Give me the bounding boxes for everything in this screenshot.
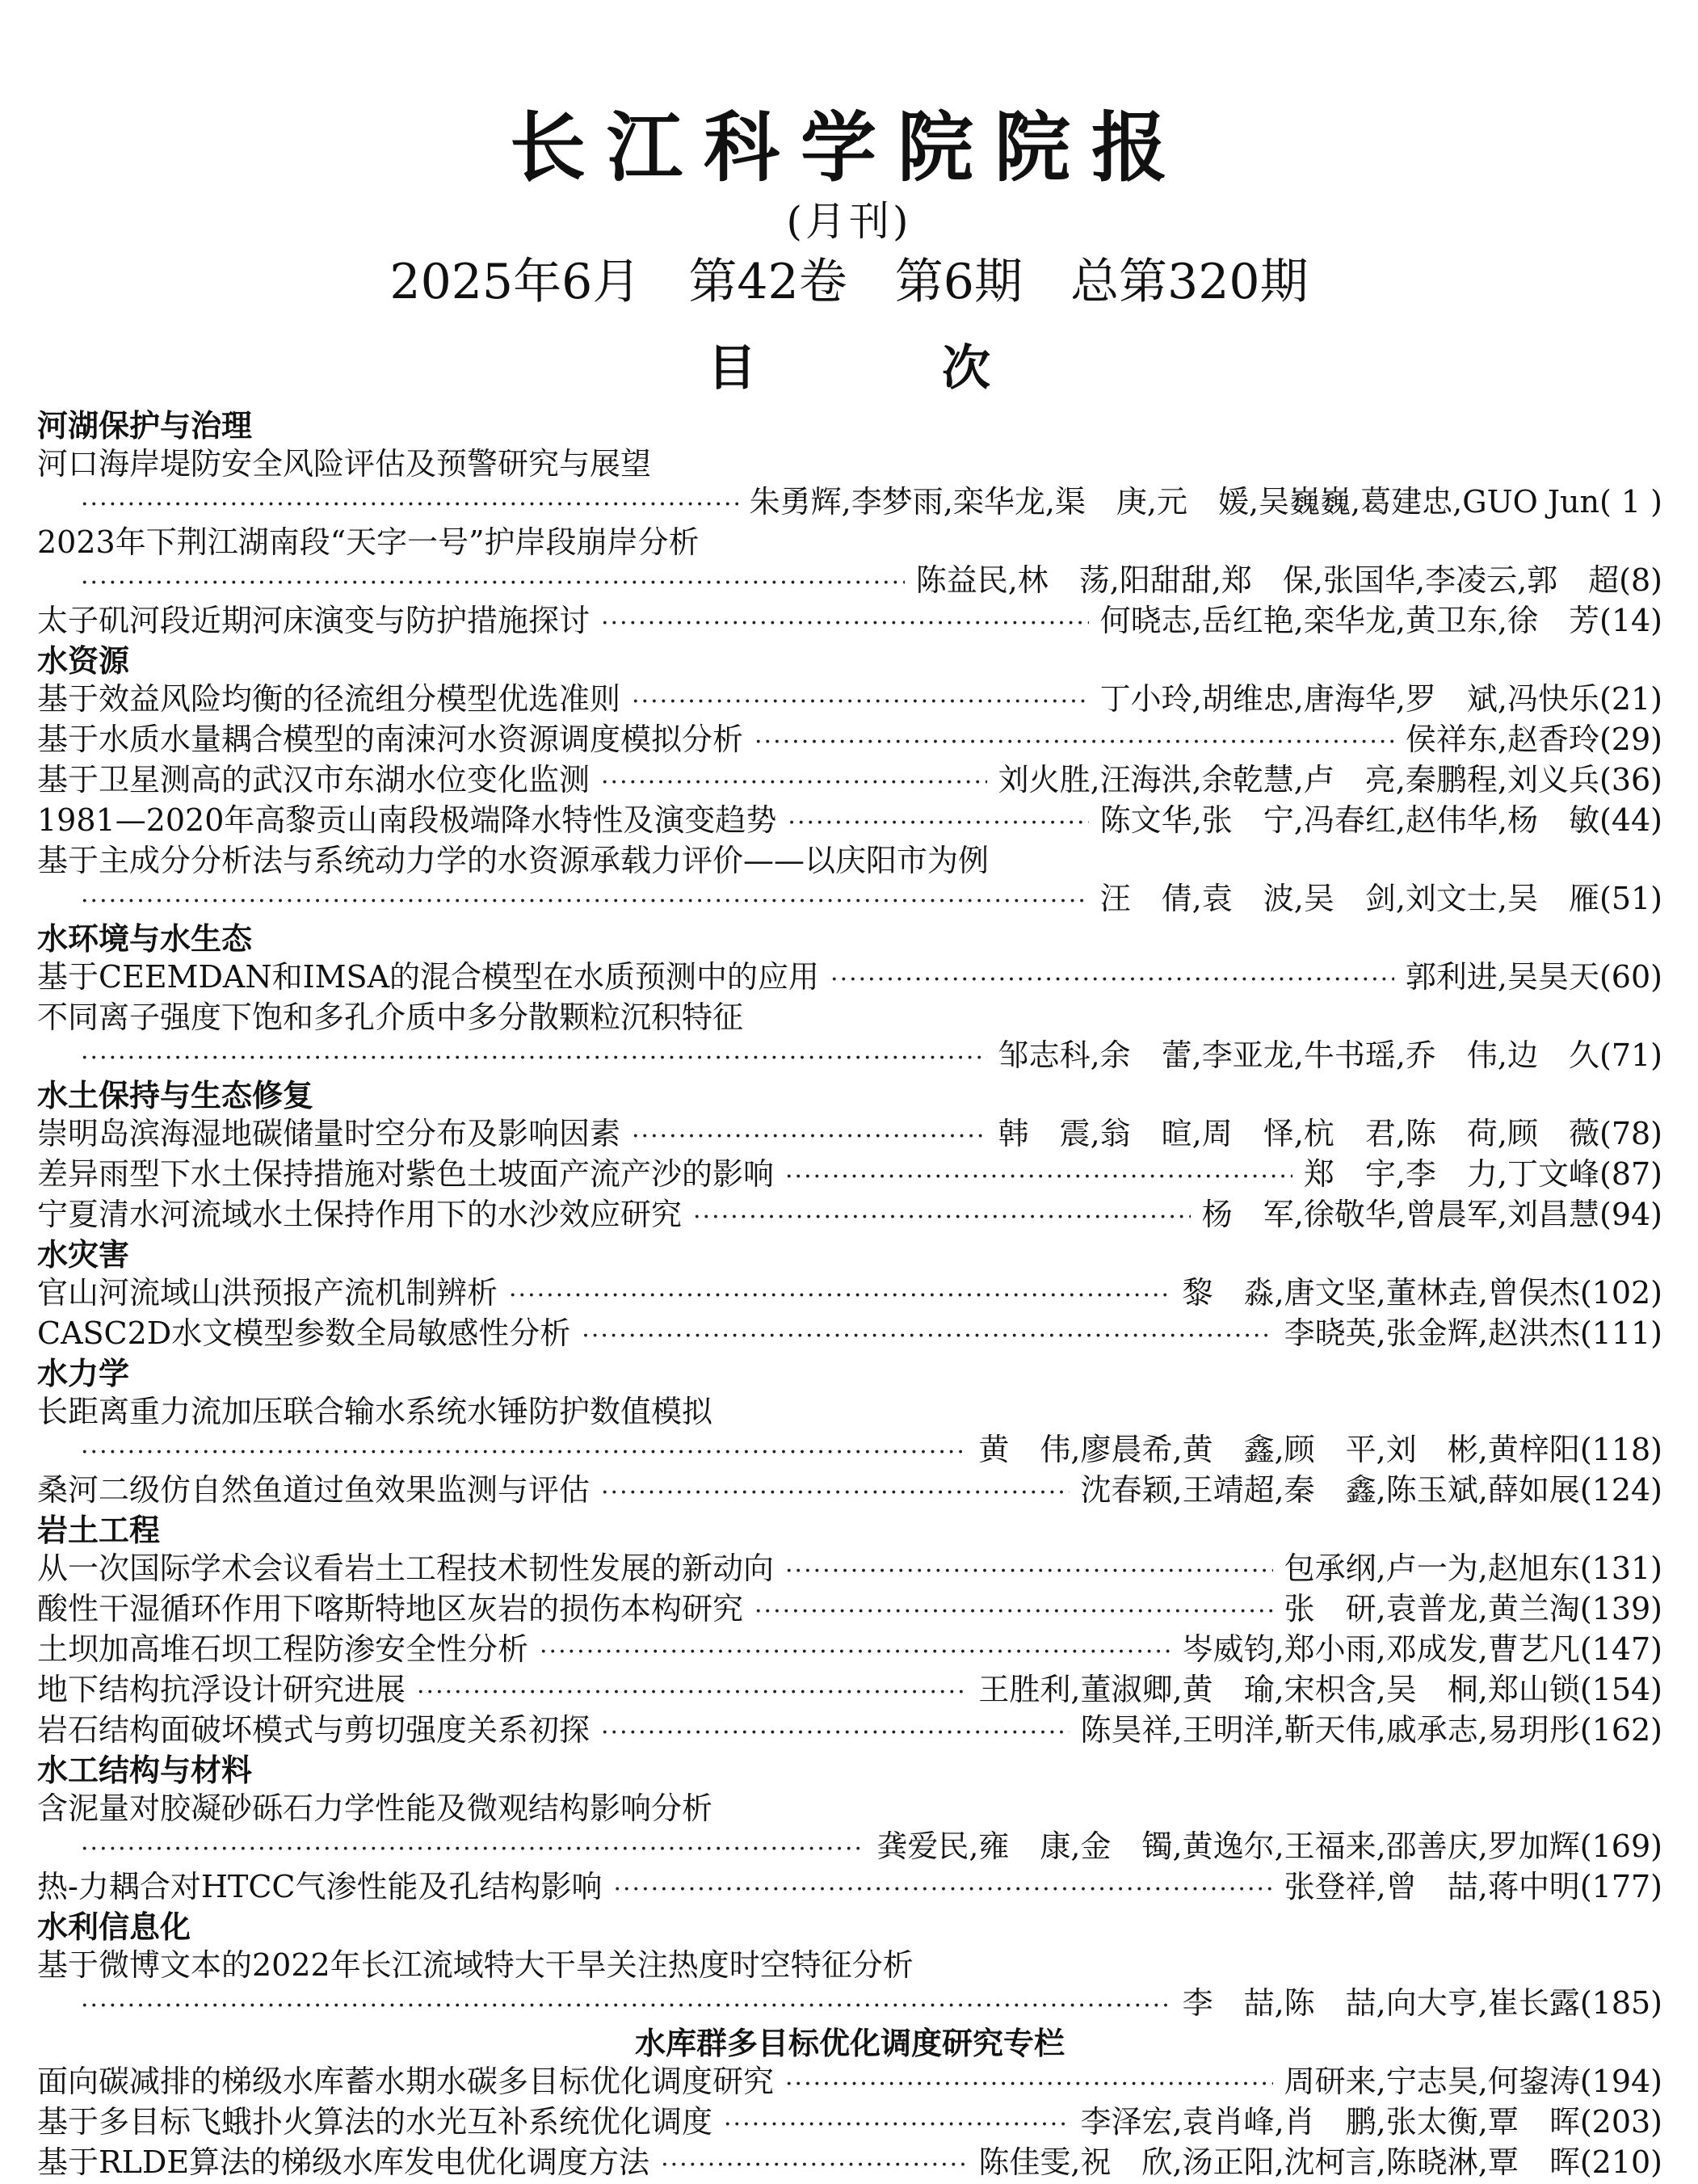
article-title: 岩石结构面破坏模式与剪切强度关系初探 bbox=[37, 1712, 591, 1748]
authors-and-page: 张登祥,曾 喆,蒋中明(177) bbox=[1284, 1869, 1662, 1904]
toc-entry bbox=[37, 2063, 1662, 2103]
toc-entry bbox=[37, 1671, 1662, 1711]
article-title: 1981—2020年高黎贡山南段极端降水特性及演变趋势 bbox=[37, 802, 777, 838]
toc-heading: 目次 bbox=[708, 340, 1176, 397]
authors-and-page: 王胜利,董淑卿,黄 瑜,宋枳含,吴 桐,郑山锁(154) bbox=[978, 1672, 1662, 1707]
authors-and-page: 龚爱民,雍 康,金 镯,黄逸尔,王福来,邵善庆,罗加辉(169) bbox=[876, 1828, 1662, 1864]
dot-leader bbox=[601, 1474, 1069, 1512]
authors-and-page: 陈昊祥,王明洋,靳天伟,戚承志,易玥彤(162) bbox=[1080, 1712, 1662, 1748]
dot-leader bbox=[601, 764, 987, 802]
article-title: 基于主成分分析法与系统动力学的水资源承载力评价——以庆阳市为例 bbox=[37, 843, 990, 878]
section-heading: 水资源 bbox=[37, 643, 130, 679]
dot-leader bbox=[81, 1987, 1171, 2025]
authors-and-page: 汪 倩,袁 波,吴 剑,刘文士,吴 雁(51) bbox=[1099, 881, 1662, 916]
dot-leader bbox=[693, 1198, 1191, 1236]
article-title: 含泥量对胶凝砂砾石力学性能及微观结构影响分析 bbox=[37, 1791, 713, 1826]
journal-frequency: (月刊) bbox=[786, 198, 912, 245]
toc-entry bbox=[37, 721, 1662, 761]
toc-entry bbox=[37, 1155, 1662, 1196]
toc-entry bbox=[37, 2144, 1662, 2184]
section-heading: 河湖保护与治理 bbox=[37, 408, 253, 444]
dot-leader bbox=[417, 1673, 967, 1711]
dot-leader bbox=[830, 961, 1394, 999]
authors-and-page: 陈益民,林 荡,阳甜甜,郑 保,张国华,李凌云,郭 超(8) bbox=[915, 562, 1662, 598]
article-title: 面向碳减排的梯级水库蓄水期水碳多目标优化调度研究 bbox=[37, 2064, 775, 2099]
dot-leader bbox=[601, 604, 1089, 642]
toc-entry bbox=[37, 802, 1662, 842]
dot-leader bbox=[785, 1552, 1273, 1590]
article-title: 2023年下荆江湖南段“天字一号”护岸段崩岸分析 bbox=[37, 524, 700, 560]
section-heading: 水灾害 bbox=[37, 1237, 130, 1273]
dot-leader bbox=[661, 2146, 967, 2184]
dot-leader bbox=[81, 882, 1089, 920]
article-title: 基于效益风险均衡的径流组分模型优选准则 bbox=[37, 681, 621, 717]
toc-entry bbox=[37, 2103, 1662, 2144]
dot-leader bbox=[613, 1870, 1272, 1908]
article-title: 热-力耦合对HTCC气渗性能及孔结构影响 bbox=[37, 1869, 603, 1904]
toc-entry bbox=[37, 1196, 1662, 1236]
toc-entry bbox=[37, 1631, 1662, 1671]
article-title: 基于卫星测高的武汉市东湖水位变化监测 bbox=[37, 762, 591, 797]
authors-and-page: 黄 伟,廖晨希,黄 鑫,顾 平,刘 彬,黄梓阳(118) bbox=[978, 1432, 1662, 1467]
article-title: 基于RLDE算法的梯级水库发电优化调度方法 bbox=[37, 2144, 650, 2180]
article-title: 基于微博文本的2022年长江流域特大干旱关注热度时空特征分析 bbox=[37, 1947, 914, 1983]
authors-and-page: 沈春颖,王靖超,秦 鑫,陈玉斌,薛如展(124) bbox=[1080, 1472, 1662, 1508]
toc-entry bbox=[37, 1828, 1662, 1868]
dot-leader bbox=[788, 804, 1088, 842]
article-title: 不同离子强度下饱和多孔介质中多分散颗粒沉积特征 bbox=[37, 999, 744, 1035]
journal-title: 长江科学院院报 bbox=[509, 103, 1188, 192]
authors-and-page: 郑 宇,李 力,丁文峰(87) bbox=[1303, 1156, 1662, 1192]
toc-entry bbox=[37, 761, 1662, 802]
authors-and-page: 李泽宏,袁肖峰,肖 鹏,张太衡,覃 晖(203) bbox=[1080, 2104, 1662, 2140]
section-heading: 水环境与水生态 bbox=[37, 921, 253, 957]
toc-entry bbox=[37, 562, 1662, 602]
article-title: 崇明岛滨海湿地碳储量时空分布及影响因素 bbox=[37, 1116, 621, 1151]
authors-and-page: 韩 震,翁 暄,周 怿,杭 君,陈 荷,顾 薇(78) bbox=[998, 1116, 1662, 1151]
article-title: CASC2D水文模型参数全局敏感性分析 bbox=[37, 1315, 571, 1351]
toc-entry bbox=[37, 602, 1662, 642]
dot-leader bbox=[632, 683, 1089, 721]
toc-entry bbox=[37, 1471, 1662, 1512]
article-title: 从一次国际学术会议看岩土工程技术韧性发展的新动向 bbox=[37, 1551, 775, 1586]
dot-leader bbox=[540, 1633, 1171, 1671]
section-heading: 水力学 bbox=[37, 1356, 130, 1391]
authors-and-page: 李晓英,张金辉,赵洪杰(111) bbox=[1284, 1315, 1662, 1351]
toc-entry bbox=[37, 880, 1662, 920]
article-title: 太子矶河段近期河床演变与防护措施探讨 bbox=[37, 603, 591, 638]
authors-and-page: 陈佳雯,祝 欣,汤正阳,沈柯言,陈晓淋,覃 晖(210) bbox=[978, 2144, 1662, 2180]
issue-total: 总第320期 bbox=[1070, 254, 1309, 310]
dot-leader bbox=[81, 564, 905, 602]
issue-line bbox=[0, 252, 1698, 312]
article-title: 差异雨型下水土保持措施对紫色土坡面产流产沙的影响 bbox=[37, 1156, 775, 1192]
table-of-contents bbox=[37, 407, 1662, 2184]
issue-number: 第6期 bbox=[894, 254, 1023, 310]
dot-leader bbox=[785, 2065, 1273, 2103]
authors-and-page: 张 研,袁普龙,黄兰淘(139) bbox=[1284, 1591, 1662, 1626]
authors-and-page: 郭利进,吴昊天(60) bbox=[1405, 959, 1662, 995]
toc-entry bbox=[37, 680, 1662, 721]
authors-and-page: 何晓志,岳红艳,栾华龙,黄卫东,徐 芳(14) bbox=[1099, 603, 1662, 638]
toc-entry bbox=[37, 1868, 1662, 1908]
section-heading: 水工结构与材料 bbox=[37, 1753, 253, 1788]
authors-and-page: 陈文华,张 宁,冯春红,赵伟华,杨 敏(44) bbox=[1099, 802, 1662, 838]
section-heading: 水土保持与生态修复 bbox=[37, 1078, 314, 1113]
article-title: 长距离重力流加压联合输水系统水锤防护数值模拟 bbox=[37, 1394, 713, 1429]
authors-and-page: 邹志科,余 蕾,李亚龙,牛书瑶,乔 伟,边 久(71) bbox=[998, 1037, 1662, 1073]
dot-leader bbox=[601, 1714, 1069, 1752]
article-title: 基于CEEMDAN和IMSA的混合模型在水质预测中的应用 bbox=[37, 959, 820, 995]
article-title: 桑河二级仿自然鱼道过鱼效果监测与评估 bbox=[37, 1472, 591, 1508]
article-title: 酸性干湿循环作用下喀斯特地区灰岩的损伤本构研究 bbox=[37, 1591, 744, 1626]
authors-and-page: 包承纲,卢一为,赵旭东(131) bbox=[1284, 1551, 1662, 1586]
dot-leader bbox=[81, 1433, 967, 1471]
dot-leader bbox=[724, 2106, 1069, 2144]
toc-entry bbox=[37, 1274, 1662, 1315]
dot-leader bbox=[754, 1593, 1273, 1631]
authors-and-page: 侯祥东,赵香玲(29) bbox=[1405, 722, 1662, 757]
dot-leader bbox=[81, 1830, 865, 1868]
section-heading: 水利信息化 bbox=[37, 1909, 191, 1945]
issue-date: 2025年6月 bbox=[389, 254, 641, 310]
article-title: 基于水质水量耦合模型的南涑河水资源调度模拟分析 bbox=[37, 722, 744, 757]
authors-and-page: 李 喆,陈 喆,向大亨,崔长露(185) bbox=[1182, 1985, 1662, 2021]
toc-entry bbox=[37, 1315, 1662, 1355]
dot-leader bbox=[582, 1317, 1272, 1355]
toc-entry bbox=[37, 958, 1662, 999]
toc-entry bbox=[37, 1590, 1662, 1631]
toc-entry bbox=[37, 1550, 1662, 1590]
authors-and-page: 黎 淼,唐文坚,董林垚,曾俣杰(102) bbox=[1182, 1275, 1662, 1311]
article-title: 官山河流域山洪预报产流机制辨析 bbox=[37, 1275, 498, 1311]
article-title: 地下结构抗浮设计研究进展 bbox=[37, 1672, 406, 1707]
article-title: 河口海岸堤防安全风险评估及预警研究与展望 bbox=[37, 446, 652, 482]
authors-and-page: 周研来,宁志昊,何鋆涛(194) bbox=[1284, 2064, 1662, 2099]
article-title: 基于多目标飞蛾扑火算法的水光互补系统优化调度 bbox=[37, 2104, 713, 2140]
authors-and-page: 丁小玲,胡维忠,唐海华,罗 斌,冯快乐(21) bbox=[1099, 681, 1662, 717]
toc-entry bbox=[37, 1431, 1662, 1471]
issue-volume: 第42卷 bbox=[688, 254, 847, 310]
dot-leader bbox=[754, 723, 1394, 761]
toc-entry bbox=[37, 1711, 1662, 1752]
authors-and-page: 刘火胜,汪海洪,余乾慧,卢 亮,秦鹏程,刘义兵(36) bbox=[998, 762, 1662, 797]
toc-entry bbox=[37, 483, 1662, 524]
toc-entry bbox=[37, 1037, 1662, 1077]
authors-and-page: 朱勇辉,李梦雨,栾华龙,渠 庚,元 媛,吴巍巍,葛建忠,GUO Jun( 1 ) bbox=[749, 484, 1662, 520]
authors-and-page: 杨 军,徐敬华,曾晨军,刘昌慧(94) bbox=[1201, 1197, 1662, 1232]
section-heading: 岩土工程 bbox=[37, 1513, 161, 1548]
dot-leader bbox=[81, 486, 738, 524]
article-title: 土坝加高堆石坝工程防渗安全性分析 bbox=[37, 1631, 529, 1667]
dot-leader bbox=[785, 1158, 1292, 1196]
dot-leader bbox=[632, 1117, 987, 1155]
authors-and-page: 岑威钧,郑小雨,邓成发,曹艺凡(147) bbox=[1182, 1631, 1662, 1667]
toc-entry bbox=[37, 1984, 1662, 2025]
dot-leader bbox=[81, 1039, 987, 1077]
special-column-heading: 水库群多目标优化调度研究专栏 bbox=[634, 2026, 1065, 2061]
article-title: 宁夏清水河流域水土保持作用下的水沙效应研究 bbox=[37, 1197, 683, 1232]
dot-leader bbox=[509, 1277, 1171, 1315]
toc-entry bbox=[37, 1115, 1662, 1155]
